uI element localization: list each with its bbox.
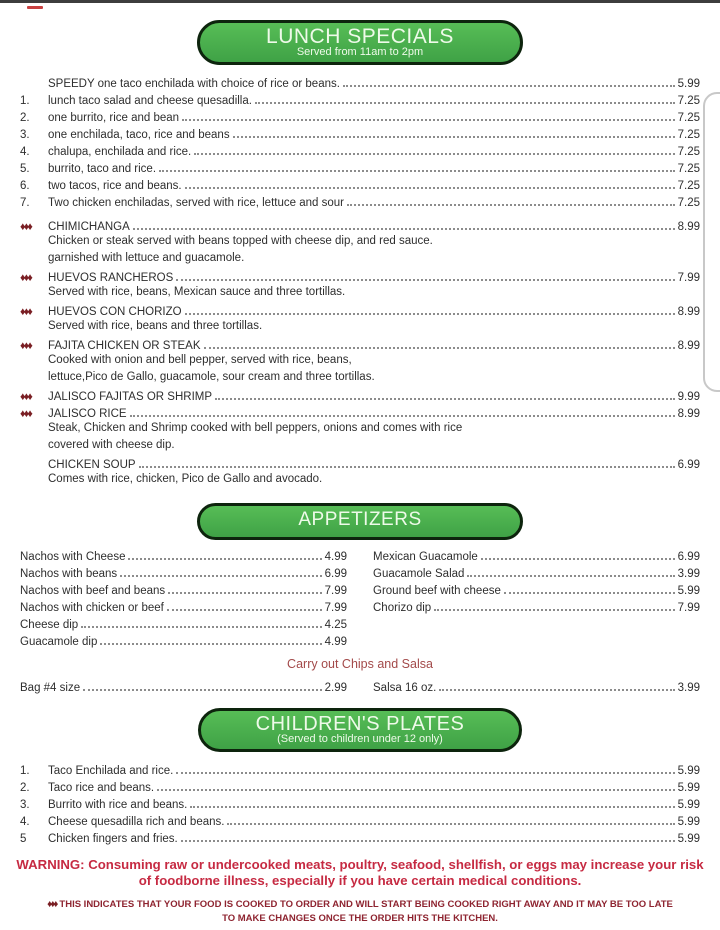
cooked-to-order-icon: ♦♦♦ [20,391,31,404]
item-price: 6.99 [677,550,700,563]
dotted-leader [130,415,675,417]
dotted-leader [233,136,675,138]
item-number: 2. [20,112,30,125]
item-name: Chicken fingers and fries. [48,832,178,845]
dotted-leader [159,170,675,172]
disclaimer-text: THIS INDICATES THAT YOUR FOOD IS COOKED TO ORDER AND WILL START BEING COOKED RIGHT AWAY AND IT MAY BE TOO LATE TO MAKE CHANGES ONCE THE ORDER HITS THE KITCHEN. [59,899,673,925]
dotted-leader [227,823,674,825]
item-name: Cheese dip [20,618,79,631]
cooked-to-order-disclaimer [40,897,680,927]
dotted-leader [167,609,322,611]
item-name: Ground beef with cheese [373,584,501,597]
item-number: 5. [20,163,30,176]
item-price: 7.25 [677,180,700,193]
lunch-specials-subtitle: Served from 11am to 2pm [296,46,424,59]
item-name: CHICKEN SOUP [48,459,136,472]
lunch-specials-title: LUNCH SPECIALS [266,25,454,48]
carryout-columns [20,677,700,694]
item-price: 7.25 [677,146,700,159]
item-price: 8.99 [677,340,700,353]
cooked-to-order-icon: ♦♦♦ [20,272,31,285]
item-description: covered with cheese dip. [48,439,175,452]
dotted-leader [434,609,674,611]
item-name: Guacamole Salad [373,567,465,580]
item-price: 9.99 [677,391,700,404]
appetizers-title: APPETIZERS [298,509,422,531]
menu-item-row [373,677,700,694]
dotted-leader [204,347,675,349]
menu-item-row [20,794,700,811]
dotted-leader [190,806,674,808]
menu-item-row [20,546,347,563]
item-price: 2.99 [324,681,347,694]
dotted-leader [133,228,675,230]
item-name: Mexican Guacamole [373,550,478,563]
menu-item-row [20,614,347,631]
appetizers-left-column [20,546,347,648]
carryout-heading: Carry out Chips and Salsa [287,656,433,671]
dotted-leader [168,592,321,594]
cooked-to-order-icon: ♦♦♦ [20,408,31,421]
dotted-leader [139,466,675,468]
item-name: FAJITA CHICKEN OR STEAK [48,340,201,353]
section-header-lunch-specials [197,20,523,65]
item-number: 7. [20,197,30,210]
item-price: 5.99 [677,584,700,597]
item-price: 3.99 [677,567,700,580]
item-name: CHIMICHANGA [48,221,130,234]
dotted-leader [100,643,321,645]
cooked-to-order-icon: ♦♦♦ [20,340,31,353]
appetizers-right-column [373,546,700,648]
childrens-plates-list [20,760,700,845]
dotted-leader [215,398,675,400]
menu-item-row [20,580,347,597]
item-price: 5.99 [677,832,700,845]
item-name: Cheese quesadilla rich and beans. [48,815,225,828]
item-name: Taco rice and beans. [48,781,155,794]
menu-item-row [20,107,700,124]
menu-item-row [20,403,700,420]
item-description: Served with rice, beans, Mexican sauce and three tortillas. [48,286,346,299]
carryout-left-column [20,677,347,694]
item-price: 6.99 [677,459,700,472]
item-name: Two chicken enchiladas, served with rice, lettuce and sour [48,197,344,210]
dotted-leader [81,626,321,628]
menu-item-row [20,777,700,794]
item-name: SPEEDY one taco enchilada with choice of rice or beans. [48,78,340,91]
item-name: one enchilada, taco, rice and beans [48,129,230,142]
item-number: 3. [20,798,30,811]
item-description: Cooked with onion and bell pepper, served with rice, beans, [48,354,352,367]
item-name: Burrito with rice and beans. [48,798,188,811]
item-name: Salsa 16 oz. [373,681,437,694]
item-price: 4.99 [324,635,347,648]
item-name: HUEVOS RANCHEROS [48,272,174,285]
menu-item-row [20,760,700,777]
item-price: 7.99 [677,601,700,614]
dotted-leader [128,558,321,560]
dotted-leader [347,204,675,206]
item-price: 7.25 [677,95,700,108]
item-name: Nachos with beef and beans [20,584,166,597]
item-name: lunch taco salad and cheese quesadilla. [48,95,252,108]
item-price: 7.25 [677,197,700,210]
menu-item-row [20,335,700,352]
dotted-leader [255,102,675,104]
menu-item-row [20,192,700,209]
cooked-to-order-list [20,216,700,488]
menu-item-row [20,141,700,158]
menu-item-row [20,597,347,614]
item-price: 8.99 [677,221,700,234]
carryout-right-column [373,677,700,694]
item-price: 8.99 [677,408,700,421]
menu-item-row [20,828,700,845]
section-header-appetizers [197,503,523,540]
item-price: 5.99 [677,78,700,91]
menu-item-row [20,124,700,141]
item-name: Chorizo dip [373,601,432,614]
item-price: 3.99 [677,681,700,694]
item-price: 4.99 [324,550,347,563]
item-price: 4.25 [324,618,347,631]
dotted-leader [481,558,675,560]
dotted-leader [120,575,321,577]
item-price: 6.99 [324,567,347,580]
dotted-leader [182,119,675,121]
menu-item-row [20,216,700,233]
item-name: two tacos, rice and beans. [48,180,182,193]
menu-item-row [373,580,700,597]
menu-item-row [20,677,347,694]
item-price: 5.99 [677,781,700,794]
item-name: one burrito, rice and bean [48,112,180,125]
item-name: Guacamole dip [20,635,98,648]
cooked-to-order-icon: ♦♦♦ [47,899,57,911]
item-name: chalupa, enchilada and rice. [48,146,192,159]
menu-item-row [373,563,700,580]
item-price: 8.99 [677,306,700,319]
menu-item-row [20,73,700,90]
item-price: 7.99 [324,601,347,614]
menu-item-row [20,267,700,284]
item-number: 5 [20,832,27,845]
menu-item-row [20,631,347,648]
item-number: 2. [20,781,30,794]
dotted-leader [176,279,674,281]
item-number: 6. [20,180,30,193]
item-price: 7.99 [324,584,347,597]
item-price: 5.99 [677,798,700,811]
section-header-childrens-plates [198,708,522,752]
item-description: lettuce,Pico de Gallo, guacamole, sour cream and three tortillas. [48,371,375,384]
menu-item-row [20,386,700,403]
item-description: Comes with rice, chicken, Pico de Gallo and avocado. [48,473,323,486]
red-dash-artifact [27,6,43,9]
childrens-plates-subtitle: (Served to children under 12 only) [277,732,443,745]
item-number: 1. [20,764,30,777]
item-description: Chicken or steak served with beans topped with cheese dip, and red sauce. [48,235,433,248]
item-price: 7.25 [677,163,700,176]
menu-item-row [20,301,700,318]
cooked-to-order-icon: ♦♦♦ [20,306,31,319]
dotted-leader [343,85,675,87]
item-number: 3. [20,129,30,142]
item-price: 7.25 [677,129,700,142]
item-name: Bag #4 size [20,681,81,694]
item-description: garnished with lettuce and guacamole. [48,252,245,265]
item-name: burrito, taco and rice. [48,163,157,176]
menu-item-row [373,597,700,614]
item-number: 4. [20,146,30,159]
item-name: Nachos with beans [20,567,118,580]
item-price: 7.25 [677,112,700,125]
dotted-leader [83,689,322,691]
scrollbar-thumb[interactable] [703,92,720,392]
dotted-leader [185,313,675,315]
lunch-specials-list [20,73,700,209]
menu-item-row [20,158,700,175]
item-name: JALISCO FAJITAS OR SHRIMP [48,391,213,404]
dotted-leader [176,772,674,774]
item-name: JALISCO RICE [48,408,127,421]
dotted-leader [439,689,674,691]
warning-text: WARNING: Consuming raw or undercooked meats, poultry, seafood, shellfish, or eggs may increase your risk of foodborne illness, especially if you have certain medical conditions. [16,856,704,888]
appetizers-columns [20,546,700,648]
item-name: Taco Enchilada and rice. [48,764,174,777]
dotted-leader [185,187,675,189]
item-name: HUEVOS CON CHORIZO [48,306,182,319]
menu-item-row [20,454,700,471]
childrens-plates-title: CHILDREN'S PLATES [255,712,465,735]
menu-item-row [373,546,700,563]
item-name: Nachos with chicken or beef [20,601,164,614]
dotted-leader [181,840,675,842]
dotted-leader [467,575,674,577]
item-number: 4. [20,815,30,828]
dotted-leader [504,592,675,594]
menu-item-row [20,811,700,828]
item-description: Steak, Chicken and Shrimp cooked with bell peppers, onions and comes with rice [48,422,463,435]
item-price: 7.99 [677,272,700,285]
menu-item-row [20,563,347,580]
dotted-leader [157,789,674,791]
item-price: 5.99 [677,764,700,777]
item-description: Served with rice, beans and three tortillas. [48,320,263,333]
menu-item-row [20,175,700,192]
item-name: Nachos with Cheese [20,550,126,563]
cooked-to-order-icon: ♦♦♦ [20,221,31,234]
menu-item-row [20,90,700,107]
item-number: 1. [20,95,30,108]
top-border-line [0,0,720,3]
item-price: 5.99 [677,815,700,828]
dotted-leader [194,153,674,155]
